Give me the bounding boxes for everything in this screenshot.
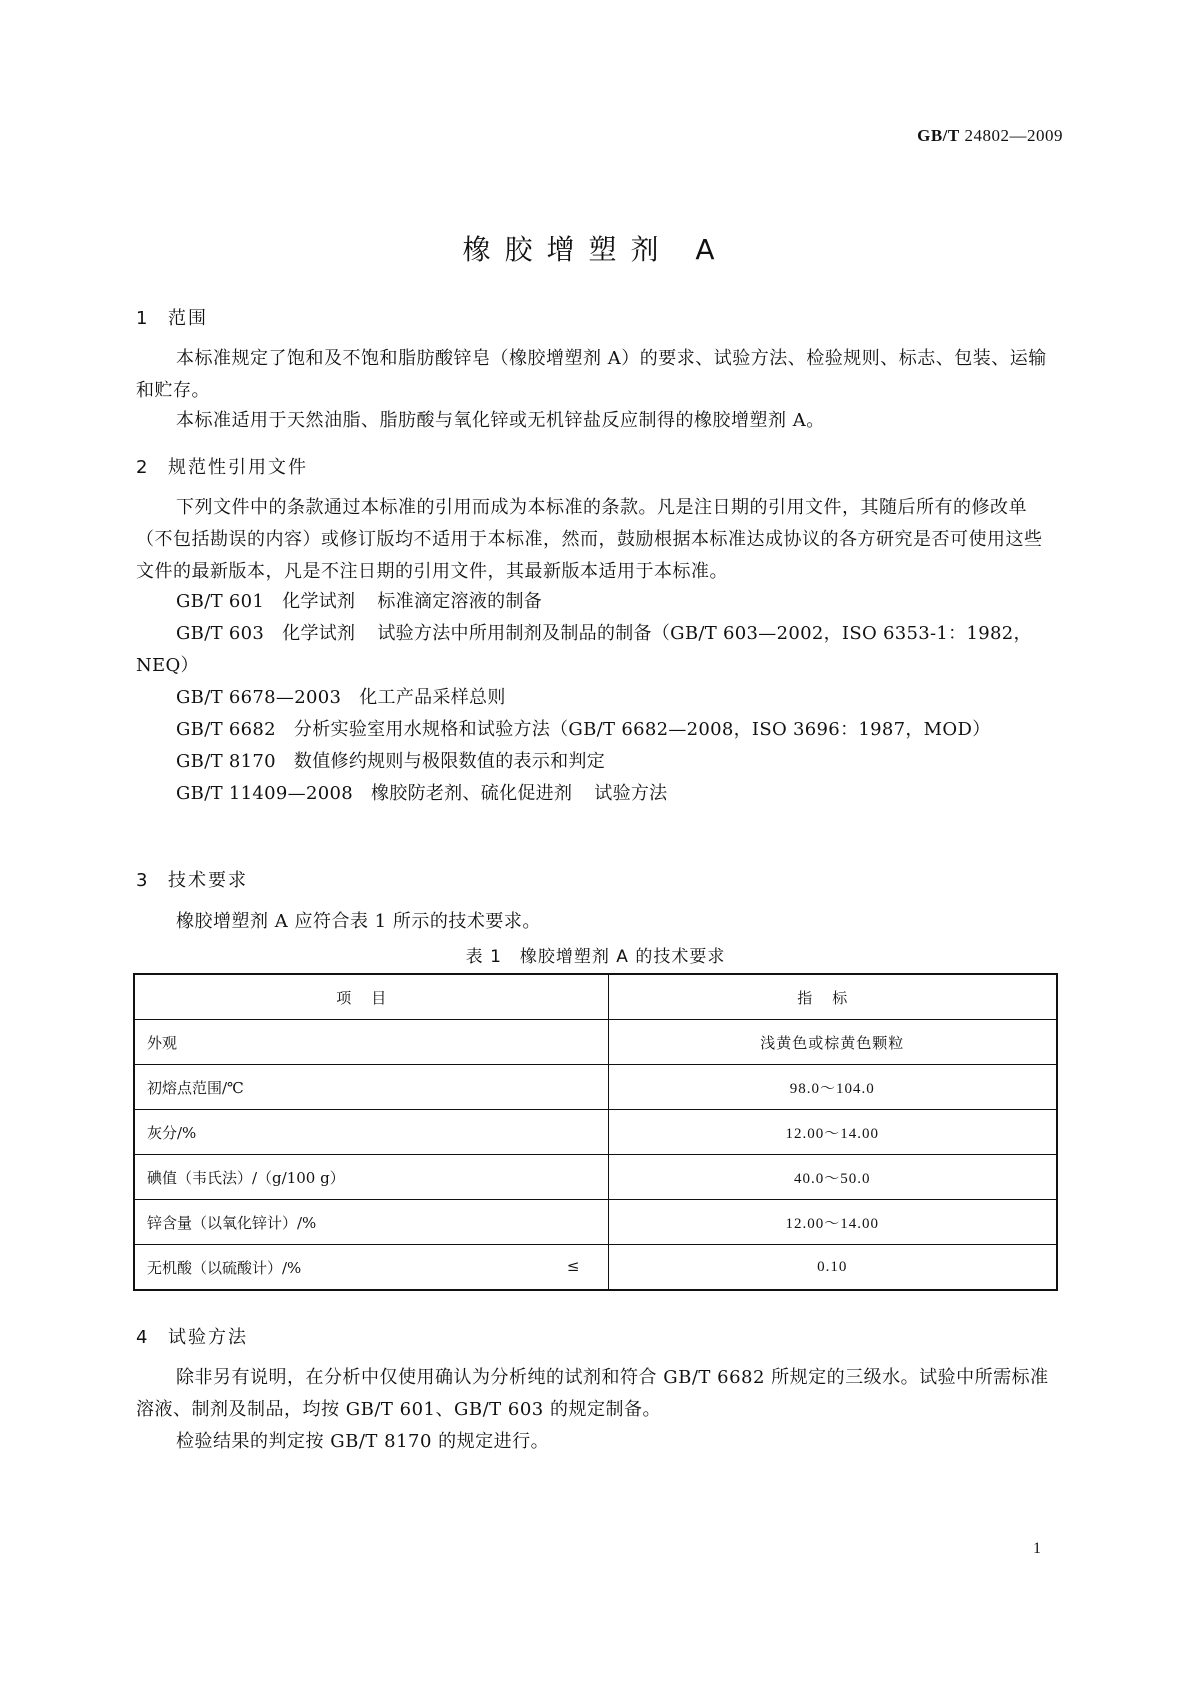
- standard-code-number: 24802—2009: [964, 126, 1063, 145]
- section-4-paragraph-1: 除非另有说明，在分析中仅使用确认为分析纯的试剂和符合 GB/T 6682 所规定的三级水。试验中所需标准溶液、制剂及制品，均按 GB/T 601、GB/T 603 的规定制备。: [136, 1367, 1049, 1420]
- table-cell-item: 外观: [134, 1020, 608, 1065]
- table-row: [134, 1020, 1057, 1065]
- table-row: [134, 1245, 1057, 1291]
- section-number: 4: [136, 1327, 148, 1348]
- table-cell-item: 锌含量（以氧化锌计）/%: [134, 1200, 608, 1245]
- reference-item: [176, 586, 542, 618]
- reference-title: 数值修约规则与极限数值的表示和判定: [293, 751, 606, 772]
- reference-code: GB/T 6678—2003: [176, 687, 342, 708]
- document-title: 橡胶增塑剂 A: [462, 233, 729, 266]
- reference-item: [176, 746, 605, 778]
- reference-title: 化工产品采样总则: [359, 687, 506, 708]
- reference-title: 分析实验室用水规格和试验方法（GB/T 6682—2008，ISO 3696：1987，MOD）: [293, 719, 991, 740]
- table-cell-value: 98.0～104.0: [608, 1065, 1057, 1110]
- section-title: 技术要求: [168, 870, 248, 891]
- section-1-heading: [136, 304, 208, 330]
- reference-title: 化学试剂: [282, 591, 356, 612]
- table-cell-value: 40.0～50.0: [608, 1155, 1057, 1200]
- section-number: 1: [136, 308, 148, 329]
- table-cell-value: 浅黄色或棕黄色颗粒: [608, 1020, 1057, 1065]
- reference-continuation: NEQ）: [136, 655, 199, 676]
- specification-table: [133, 973, 1058, 1291]
- reference-title: 橡胶防老剂、硫化促进剂: [370, 783, 573, 804]
- table-cell-item: 初熔点范围/℃: [134, 1065, 608, 1110]
- section-4-heading: [136, 1323, 248, 1349]
- table-row: [134, 1155, 1057, 1200]
- table-header-value: 指标: [608, 974, 1057, 1020]
- table-row: [134, 1065, 1057, 1110]
- reference-item: [176, 682, 506, 714]
- section-number: 3: [136, 870, 148, 891]
- section-number: 2: [136, 457, 148, 478]
- table-header-row: [134, 974, 1057, 1020]
- section-2-paragraph-1: 下列文件中的条款通过本标准的引用而成为本标准的条款。凡是注日期的引用文件，其随后所有的修改单（不包括勘误的内容）或修订版均不适用于本标准，然而，鼓励根据本标准达成协议的各方研究是否可使用这些文件的最新版本，凡是不注日期的引用文件，其最新版本适用于本标准。: [136, 497, 1043, 582]
- table-cell-item: [134, 1245, 608, 1291]
- reference-code: GB/T 8170: [176, 751, 276, 772]
- page-number: 1: [1033, 1540, 1041, 1557]
- table-header-item: 项目: [134, 974, 608, 1020]
- standard-code-prefix: GB/T: [917, 126, 960, 145]
- section-2-heading: [136, 453, 308, 479]
- reference-code: GB/T 11409—2008: [176, 783, 353, 804]
- section-3-heading: [136, 866, 248, 892]
- table-cell-value: 12.00～14.00: [608, 1110, 1057, 1155]
- section-1-paragraph-1: 本标准规定了饱和及不饱和脂肪酸锌皂（橡胶增塑剂 A）的要求、试验方法、检验规则、标志、包装、运输和贮存。: [136, 348, 1047, 401]
- table-cell-item: 灰分/%: [134, 1110, 608, 1155]
- table-cell-qualifier: ≤: [566, 1257, 580, 1275]
- section-title: 规范性引用文件: [168, 457, 308, 478]
- standard-code: [917, 126, 1063, 146]
- section-1-paragraph-2: 本标准适用于天然油脂、脂肪酸与氧化锌或无机锌盐反应制得的橡胶增塑剂 A。: [176, 410, 825, 431]
- reference-subtitle: 标准滴定溶液的制备: [377, 591, 543, 612]
- reference-code: GB/T 603: [176, 623, 265, 644]
- table-row: [134, 1110, 1057, 1155]
- table-cell-item: 碘值（韦氏法）/（g/100 g）: [134, 1155, 608, 1200]
- reference-code: GB/T 601: [176, 591, 265, 612]
- reference-subtitle: 试验方法中所用制剂及制品的制备（GB/T 603—2002，ISO 6353-1：1982，: [377, 623, 1032, 644]
- reference-item: [176, 618, 1032, 650]
- table-row: [134, 1200, 1057, 1245]
- table-caption: 表 1 橡胶增塑剂 A 的技术要求: [465, 947, 726, 967]
- reference-subtitle: 试验方法: [594, 783, 668, 804]
- reference-code: GB/T 6682: [176, 719, 276, 740]
- section-title: 试验方法: [168, 1327, 248, 1348]
- reference-item: [176, 778, 667, 810]
- table-cell-value: 12.00～14.00: [608, 1200, 1057, 1245]
- table-cell-item-text: 无机酸（以硫酸计）/%: [147, 1258, 302, 1277]
- reference-title: 化学试剂: [282, 623, 356, 644]
- section-4-paragraph-2: 检验结果的判定按 GB/T 8170 的规定进行。: [176, 1431, 550, 1452]
- section-title: 范围: [168, 308, 208, 329]
- reference-item: [176, 714, 991, 746]
- table-cell-value: 0.10: [608, 1245, 1057, 1291]
- section-3-paragraph-1: 橡胶增塑剂 A 应符合表 1 所示的技术要求。: [176, 911, 541, 932]
